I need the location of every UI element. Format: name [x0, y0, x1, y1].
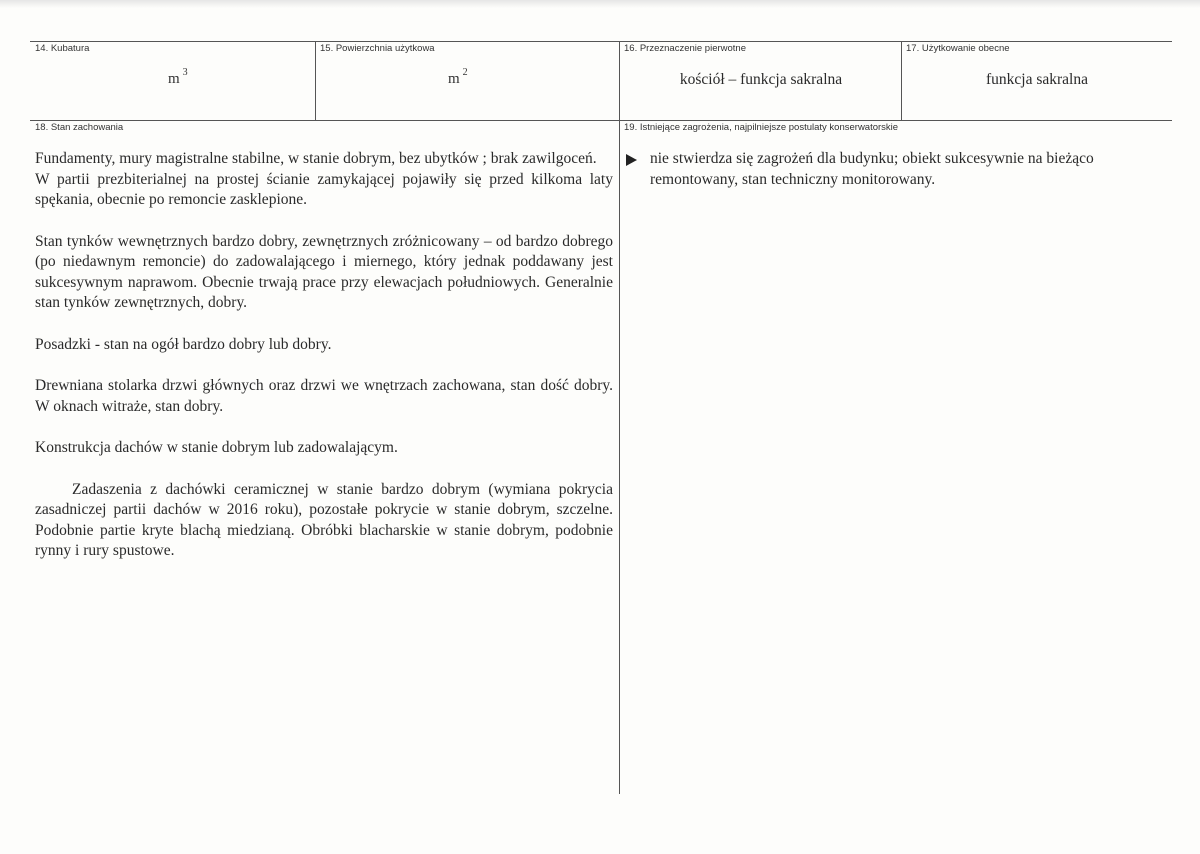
scan-top-edge: [0, 0, 1200, 8]
field-15-label: 15. Powierzchnia użytkowa: [320, 43, 435, 54]
bullet-arrow-icon: [626, 154, 637, 166]
field-17-label: 17. Użytkowanie obecne: [906, 43, 1010, 54]
column-divider-center: [619, 41, 620, 794]
paragraph-plaster: Stan tynków wewnętrznych bardzo dobry, zewnętrznych zróżnicowany – od bardzo dobrego (po niedawnym remoncie) do zadowalającego i miernego, który jednak poddawany jest sukcesywnym naprawom. Obecnie trwają prace przy elewacjach południowych. Generalnie stan tynków zewnętrznych, dobry.: [35, 232, 613, 311]
paragraph-foundations: Fundamenty, mury magistralne stabilne, w stanie dobrym, bez ubytków ; brak zawilgoceń.: [35, 150, 597, 167]
column-divider-14-15: [315, 41, 316, 121]
field-17-value: funkcja sakralna: [986, 71, 1088, 88]
row-divider: [30, 120, 1172, 121]
field-14-unit-exponent: 3: [182, 67, 188, 78]
field-14-unit-text: m: [168, 71, 180, 87]
field-16-value: kościół – funkcja sakralna: [679, 71, 843, 88]
field-19-label: 19. Istniejące zagrożenia, najpilniejsze postulaty konserwatorskie: [624, 122, 899, 133]
paragraph-roof-structure: Konstrukcja dachów w stanie dobrym lub zadowalającym.: [35, 439, 398, 456]
field-15-unit-text: m: [448, 71, 460, 87]
field-14-label: 14. Kubatura: [35, 43, 90, 54]
field-18-label: 18. Stan zachowania: [35, 122, 124, 133]
paragraph-floors: Posadzki - stan na ogół bardzo dobry lub dobry.: [35, 335, 332, 353]
field-15-unit-exponent: 2: [462, 67, 468, 78]
paragraph-presbytery: W partii prezbiterialnej na prostej ścianie zamykającej pojawiły się przed kilkoma laty spękania, obecnie po remoncie zasklepione.: [35, 170, 613, 208]
table-top-border: [30, 41, 1172, 42]
field-16-label: 16. Przeznaczenie pierwotne: [624, 43, 746, 54]
paragraph-woodwork: Drewniana stolarka drzwi głównych oraz drzwi we wnętrzach zachowana, stan dość dobry. W oknach witraże, stan dobry.: [35, 377, 613, 415]
field-18-content: [35, 149, 613, 562]
field-19-content: nie stwierdza się zagrożeń dla budynku; obiekt sukcesywnie na bieżąco remontowany, stan techniczny monitorowany.: [650, 150, 1094, 188]
paragraph-roofing: Zadaszenia z dachówki ceramicznej w stanie bardzo dobrym (wymiana pokrycia zasadniczej partii dachów w 2016 roku), pozostałe pokrycie w stanie dobrym, szczelne. Podobnie partie kryte blachą miedzianą. Obróbki blacharskie w stanie dobrym, podobnie rynny i rury spustowe.: [35, 480, 613, 559]
field-14-unit: [168, 69, 188, 88]
field-15-unit: [448, 69, 468, 88]
